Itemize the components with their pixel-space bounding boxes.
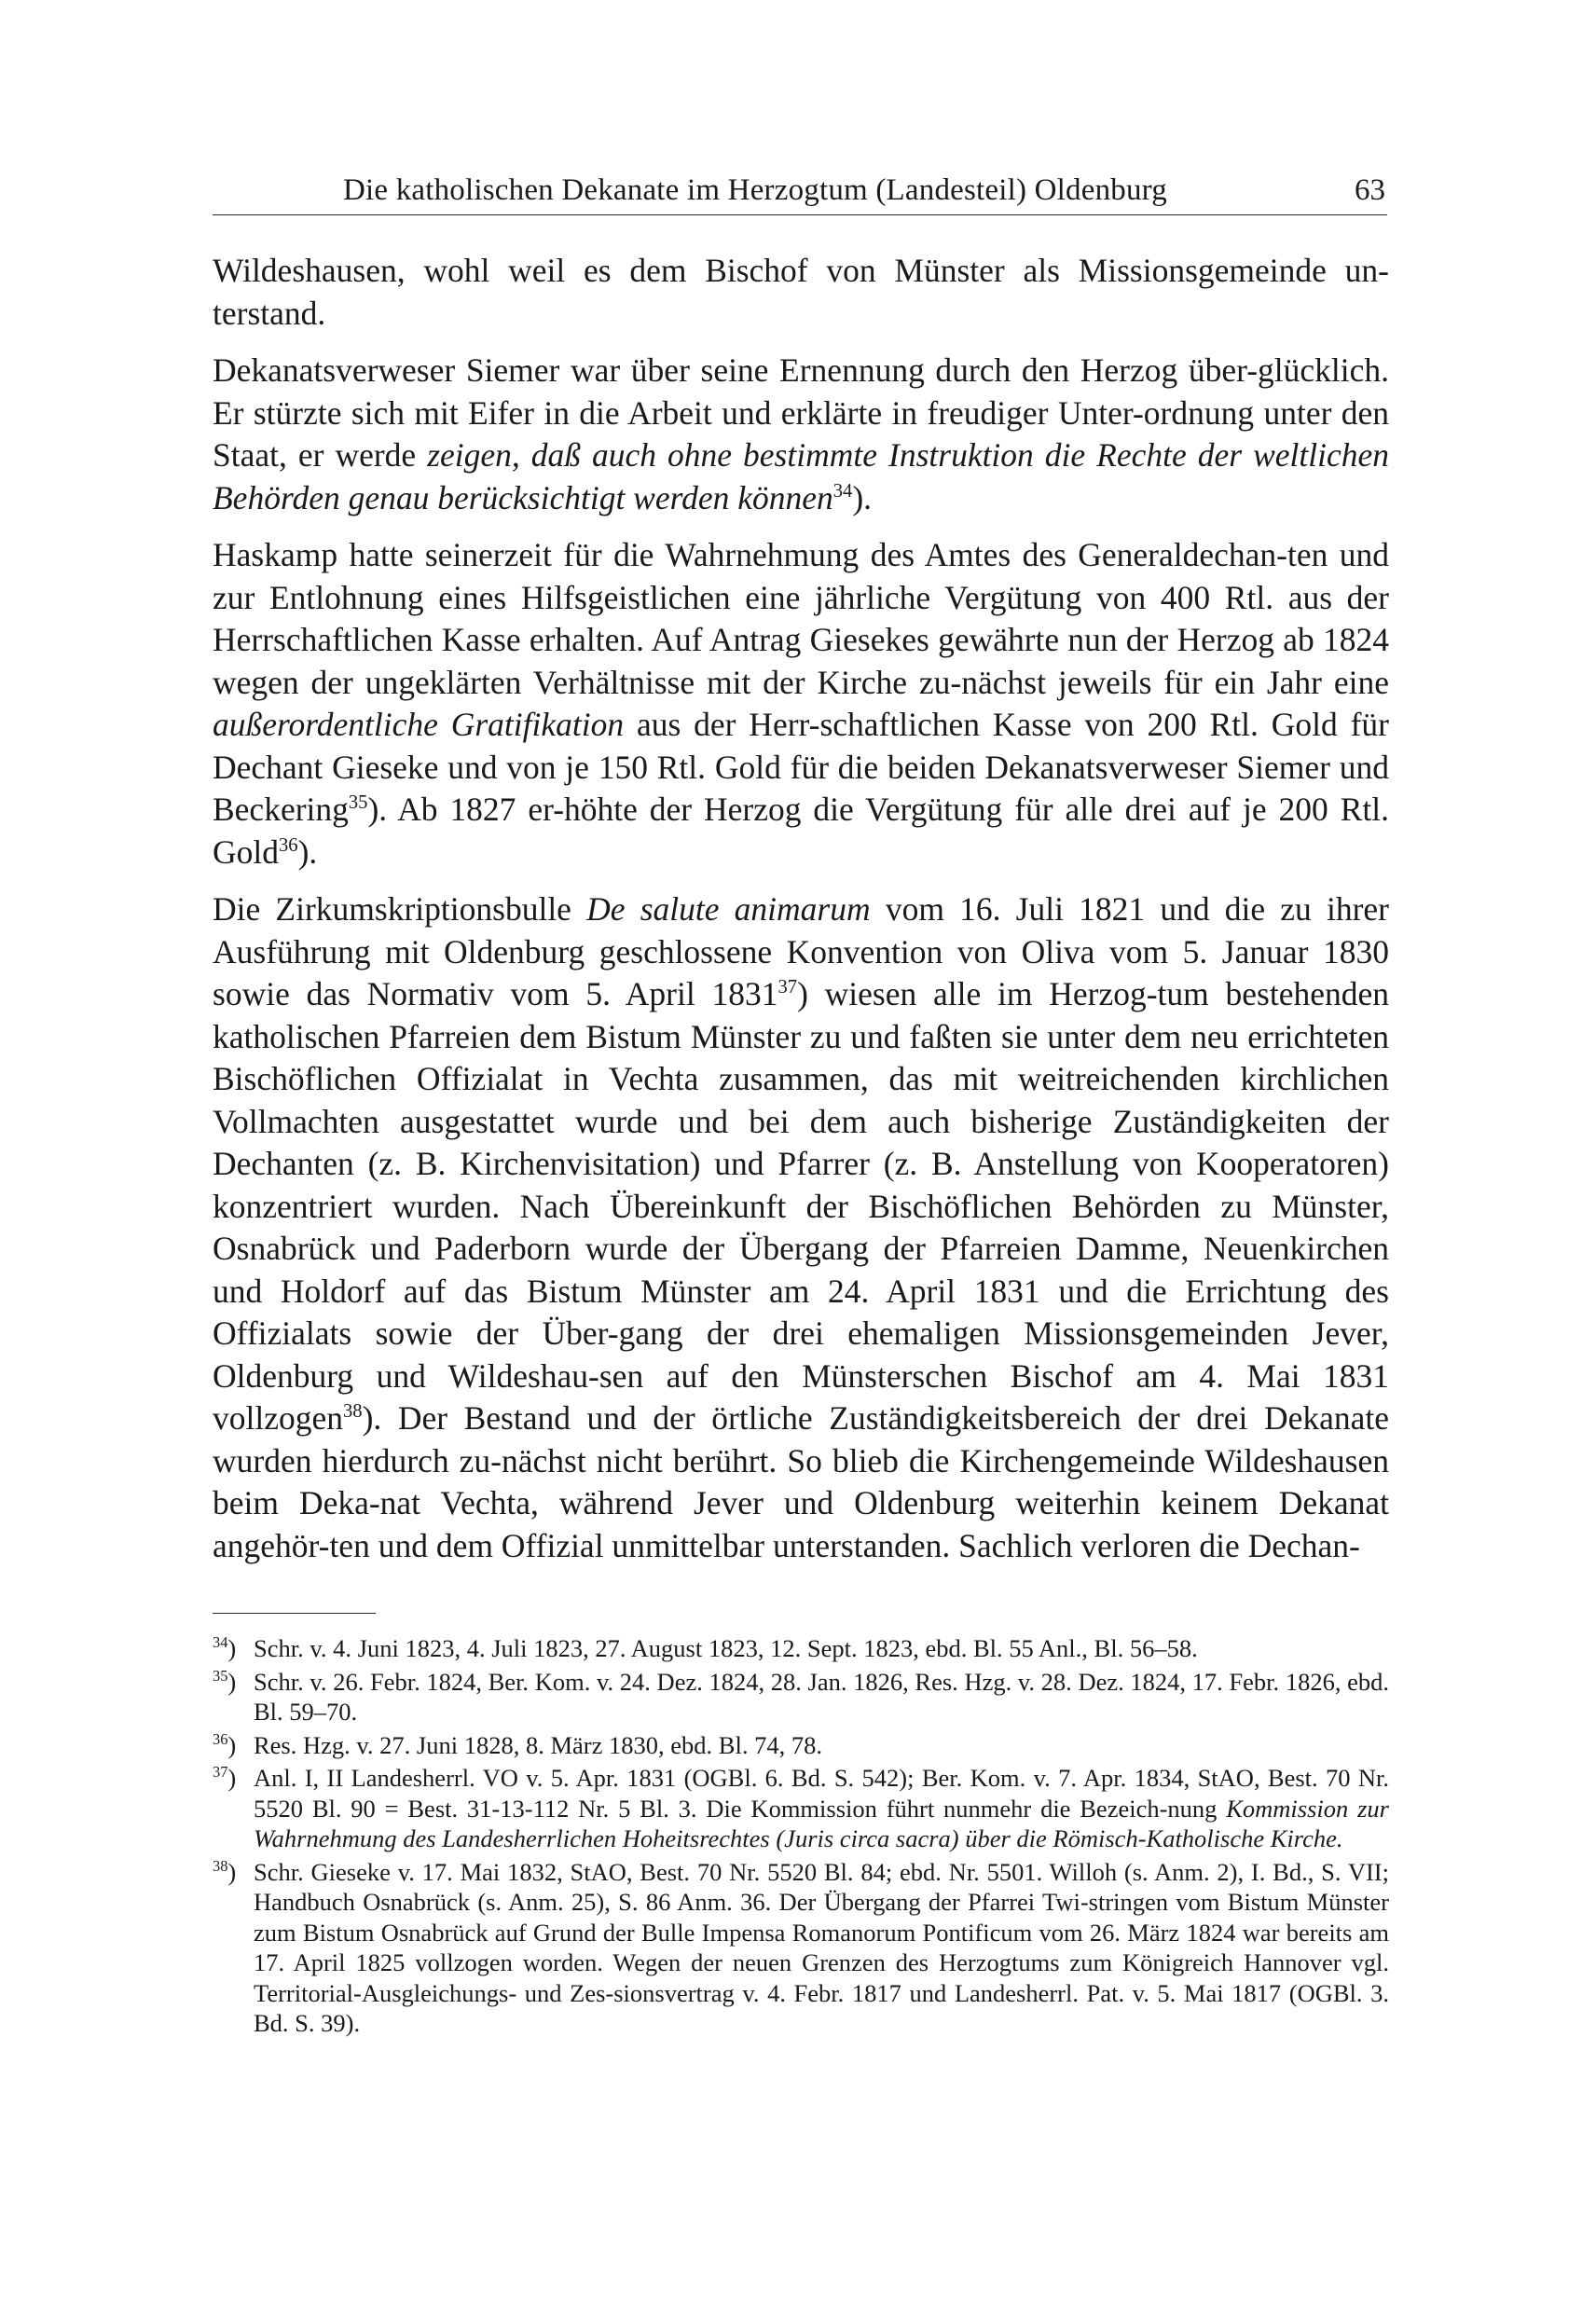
footnote-number: $^{35}$) bbox=[213, 1666, 237, 1696]
footnote-text: Anl. I, II Landesherrl. VO v. 5. Apr. 1831 (OGBl. 6. Bd. S. 542); Ber. Kom. v. 7. Apr. 1834, StAO, Best. 70 Nr. 5520 Bl. 90 = Best. 31-13-112 Nr. 5 Bl. 3. Die Kommission führt nunmehr die Bezeich-nung bbox=[254, 1764, 1389, 1823]
footnote-number-value: 35 bbox=[213, 1666, 228, 1685]
footnote bbox=[213, 1730, 1389, 1761]
footnote bbox=[213, 1667, 1389, 1727]
footnote-number: $^{38}$) bbox=[213, 1856, 237, 1886]
italic-term: außerordentliche Gratifikation bbox=[213, 706, 625, 743]
italic-quote: zeigen, daß auch ohne bestimmte Instruktion die Rechte der weltlichen Behörden genau berücksichtigt werden können bbox=[213, 436, 1389, 516]
footnote-ref: 37 bbox=[777, 977, 798, 998]
text-run: ). bbox=[297, 833, 318, 871]
footnote-number-value: 36 bbox=[213, 1729, 228, 1748]
footnote-number-value: 37 bbox=[213, 1763, 228, 1782]
paragraph bbox=[213, 250, 1389, 335]
text-run: ). Ab 1827 er-höhte der Herzog die Vergütung für alle drei auf je 200 Rtl. Gold bbox=[213, 791, 1389, 871]
footnote-number: $^{36}$) bbox=[213, 1729, 237, 1759]
text-run: Die Zirkumskriptionsbulle bbox=[213, 890, 587, 928]
paragraph bbox=[213, 888, 1389, 1567]
footnote bbox=[213, 1633, 1389, 1664]
footnote-number: $^{37}$) bbox=[213, 1763, 237, 1792]
footnote-ref: 38 bbox=[343, 1401, 363, 1423]
footnotes bbox=[213, 1633, 1389, 2042]
footnote-ref: 34 bbox=[832, 480, 853, 502]
running-title: Die katholischen Dekanate im Herzogtum (Landesteil) Oldenburg bbox=[343, 173, 1167, 207]
text-run: Dekanatsverweser Siemer war über seine Ernennung durch den Herzog über-glücklich. Er stürzte sich mit Eifer in die Arbeit und erklärte in freudiger Unter-ordnung unter den Staat, er werde bbox=[213, 351, 1389, 474]
footnote-separator bbox=[213, 1613, 376, 1614]
footnote-text: Res. Hzg. v. 27. Juni 1828, 8. März 1830, ebd. Bl. 74, 78. bbox=[254, 1730, 822, 1759]
footnote-ref: 35 bbox=[348, 792, 368, 814]
footnote bbox=[213, 1763, 1389, 1854]
running-header bbox=[213, 170, 1387, 215]
footnote-number-value: 34 bbox=[213, 1633, 228, 1652]
text-run: Haskamp hatte seinerzeit für die Wahrnehmung des Amtes des Generaldechan-ten und zur Entlohnung eines Hilfsgeistlichen eine jährliche Vergütung von 400 Rtl. aus der Herrschaftlichen Kasse erhalten. Auf Antrag Giesekes gewährte nun der Herzog ab 1824 wegen der ungeklärten Verhältnisse mit der Kirche zu-nächst jeweils für ein Jahr eine bbox=[213, 536, 1389, 701]
text-run: aus der Herr-schaftlichen Kasse von 200 Rtl. Gold für Dechant Gieseke und von je 150 Rtl. Gold für die beiden Dekanatsverweser Siemer und Beckering bbox=[213, 706, 1389, 828]
footnote bbox=[213, 1857, 1389, 2039]
text-run: ). Der Bestand und der örtliche Zuständigkeitsbereich der drei Dekanate wurden hierdurch zu-nächst nicht berührt. So blieb die Kirchengemeinde Wildeshausen beim Deka-nat Vechta, während Jever und Oldenburg weiterhin keinem Dekanat angehör-ten und dem Offizial unmittelbar unterstanden. Sachlich verloren die Dechan- bbox=[213, 1399, 1389, 1564]
footnote-text: Schr. v. 26. Febr. 1824, Ber. Kom. v. 24. Dez. 1824, 28. Jan. 1826, Res. Hzg. v. 28. Dez. 1824, 17. Febr. 1826, ebd. Bl. 59–70. bbox=[254, 1667, 1389, 1726]
page-number: 63 bbox=[1355, 173, 1385, 207]
footnote-text: Schr. v. 4. Juni 1823, 4. Juli 1823, 27. August 1823, 12. Sept. 1823, ebd. Bl. 55 Anl., Bl. 56–58. bbox=[254, 1634, 1198, 1662]
paragraph bbox=[213, 534, 1389, 874]
footnote-ref: 36 bbox=[279, 834, 298, 856]
text-run: vom 16. Juli 1821 und die zu ihrer Ausführung mit Oldenburg geschlossene Konvention von Oliva vom 5. Januar 1830 sowie das Normativ vom 5. April 1831 bbox=[213, 890, 1389, 1012]
footnote-italic: Kommission zur Wahrnehmung des Landesherrlichen Hoheitsrechtes (Juris circa sacra) über die Römisch-Katholische Kirche. bbox=[254, 1794, 1389, 1852]
text-run: ) wiesen alle im Herzog-tum bestehenden katholischen Pfarreien dem Bistum Münster zu und faßten sie unter dem neu errichteten Bischöflichen Offizialat in Vechta zusammen, das mit weitreichenden kirchlichen Vollmachten ausgestattet wurde und bei dem auch bisherige Zuständigkeiten der Dechanten (z. B. Kirchenvisitation) und Pfarrer (z. B. Anstellung von Kooperatoren) konzentriert wurden. Nach Übereinkunft der Bischöflichen Behörden zu Münster, Osnabrück und Paderborn wurde der Übergang der Pfarreien Damme, Neuenkirchen und Holdorf auf das Bistum Münster am 24. April 1831 und die Errichtung des Offizialats sowie der Über-gang der drei ehemaligen Missionsgemeinden Jever, Oldenburg und Wildeshau-sen auf den Münsterschen Bischof am 4. Mai 1831 vollzogen bbox=[213, 975, 1389, 1437]
footnote-number-value: 38 bbox=[213, 1856, 228, 1875]
body-text bbox=[213, 250, 1389, 1582]
text-run: Wildeshausen, wohl weil es dem Bischof von Münster als Missionsgemeinde un-terstand. bbox=[213, 252, 1389, 332]
footnote-text: Schr. Gieseke v. 17. Mai 1832, StAO, Best. 70 Nr. 5520 Bl. 84; ebd. Nr. 5501. Willoh (s. Anm. 2), I. Bd., S. VII; Handbuch Osnabrück (s. Anm. 25), S. 86 Anm. 36. Der Übergang der Pfarrei Twi-stringen vom Bistum Münster zum Bistum Osnabrück auf Grund der Bulle Impensa Romanorum Pontificum vom 26. März 1824 war bereits am 17. April 1825 vollzogen worden. Wegen der neuen Grenzen des Herzogtums zum Königreich Hannover vgl. Territorial-Ausgleichungs- und Zes-sionsvertrag v. 4. Febr. 1817 und Landesherrl. Pat. v. 5. Mai 1817 (OGBl. 3. Bd. S. 39). bbox=[254, 1857, 1389, 2037]
italic-title: De salute animarum bbox=[586, 890, 871, 928]
text-run: ). bbox=[852, 478, 873, 516]
footnote-number: $^{34}$) bbox=[213, 1633, 237, 1662]
paragraph bbox=[213, 350, 1389, 519]
